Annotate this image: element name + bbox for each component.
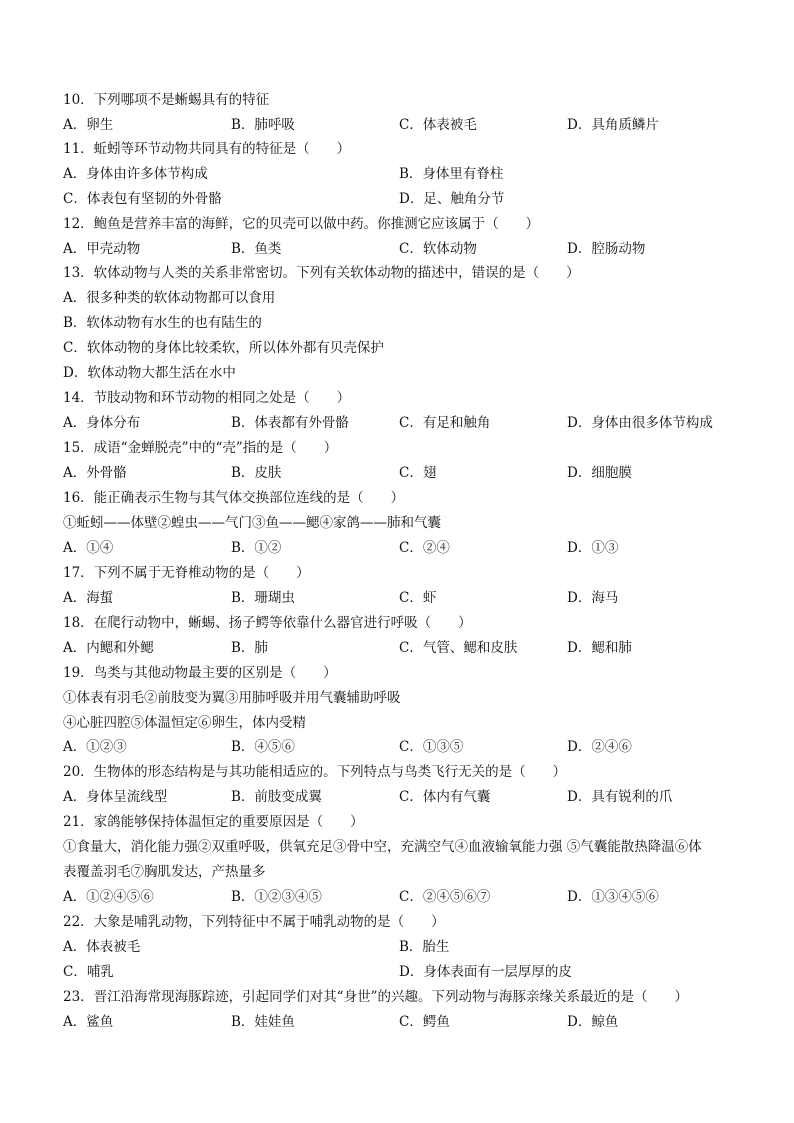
option-a: A．卵生	[63, 117, 114, 133]
question-19-stem: 19．鸟类与其他动物最主要的区别是（ ）	[63, 665, 337, 681]
option-c: C．鳄鱼	[399, 1014, 450, 1030]
option-d: D．鲸鱼	[567, 1014, 619, 1030]
option-d: D．具角质鳞片	[567, 117, 659, 133]
question-22-stem: 22．大象是哺乳动物，下列特征中不属于哺乳动物的是（ ）	[63, 914, 445, 930]
option-d: D．软体动物大都生活在水中	[63, 365, 236, 381]
option-c: C．软体动物的身体比较柔软，所以体外都有贝壳保护	[63, 340, 384, 356]
option-b: B．肺	[231, 640, 268, 656]
option-b: B．胎生	[399, 939, 450, 955]
question-14-stem: 14．节肢动物和环节动物的相同之处是（ ）	[63, 390, 351, 406]
option-a: A．身体由许多体节构成	[63, 166, 208, 182]
question-19-statement-1: ①体表有羽毛②前肢变为翼③用肺呼吸并用气囊辅助呼吸	[63, 690, 401, 706]
option-c: C．②④	[399, 540, 450, 556]
option-b: B．珊瑚虫	[231, 590, 295, 606]
question-21-statement-1: ①食量大，消化能力强②双重呼吸，供氧充足③骨中空，充满空气④血液输氧能力强 ⑤气囊能散热降温⑥体	[63, 839, 702, 855]
option-d: D．足、触角分节	[399, 191, 505, 207]
question-23-stem: 23．晋江沿海常现海豚踪迹，引起同学们对其“身世”的兴趣。下列动物与海豚亲缘关系最近的是（ ）	[63, 989, 688, 1005]
option-d: D．身体表面有一层厚厚的皮	[399, 964, 572, 980]
option-b: B．前肢变成翼	[231, 789, 322, 805]
option-a: A．身体分布	[63, 415, 141, 431]
option-b: B．④⑤⑥	[231, 739, 295, 755]
option-a: A．很多种类的软体动物都可以食用	[63, 290, 276, 306]
option-d: D．细胞膜	[567, 465, 632, 481]
option-b: B．①②	[231, 540, 282, 556]
question-17-stem: 17．下列不属于无脊椎动物的是（ ）	[63, 565, 310, 581]
option-c: C．哺乳	[63, 964, 114, 980]
option-b: B．鱼类	[231, 241, 282, 257]
option-d: D．身体由很多体节构成	[567, 415, 713, 431]
question-21-stem: 21．家鸽能够保持体温恒定的重要原因是（ ）	[63, 814, 364, 830]
option-d: D．①③	[567, 540, 619, 556]
question-10-stem: 10．下列哪项不是蜥蜴具有的特征	[63, 92, 270, 108]
option-c: C．体表被毛	[399, 117, 477, 133]
question-21-statement-2: 表覆盖羽毛⑦胸肌发达，产热量多	[63, 864, 266, 880]
option-b: B．软体动物有水生的也有陆生的	[63, 315, 262, 331]
option-d: D．海马	[567, 590, 619, 606]
option-b: B．①②③④⑤	[231, 889, 322, 905]
option-b: B．娃娃鱼	[231, 1014, 295, 1030]
option-b: B．体表都有外骨骼	[231, 415, 349, 431]
option-a: A．身体呈流线型	[63, 789, 168, 805]
question-11-stem: 11．蚯蚓等环节动物共同具有的特征是（ ）	[63, 141, 351, 157]
option-c: C．体表包有坚韧的外骨骼	[63, 191, 222, 207]
option-d: D．鳃和肺	[567, 640, 632, 656]
question-15-stem: 15．成语“金蝉脱壳”中的“壳”指的是（ ）	[63, 440, 338, 456]
option-a: A．外骨骼	[63, 465, 127, 481]
option-a: A．体表被毛	[63, 939, 141, 955]
option-a: A．鲨鱼	[63, 1014, 114, 1030]
option-b: B．皮肤	[231, 465, 282, 481]
question-18-stem: 18．在爬行动物中，蜥蜴、扬子鳄等依靠什么器官进行呼吸（ ）	[63, 615, 472, 631]
option-c: C．有足和触角	[399, 415, 491, 431]
question-13-stem: 13．软体动物与人类的关系非常密切。下列有关软体动物的描述中，错误的是（ ）	[63, 265, 580, 281]
option-a: A．内鳃和外鳃	[63, 640, 154, 656]
question-19-statement-2: ④心脏四腔⑤体温恒定⑥卵生，体内受精	[63, 715, 306, 731]
option-a: A．①④	[63, 540, 114, 556]
option-c: C．②④⑤⑥⑦	[399, 889, 491, 905]
option-c: C．体内有气囊	[399, 789, 491, 805]
option-d: D．①③④⑤⑥	[567, 889, 659, 905]
option-c: C．翅	[399, 465, 437, 481]
question-16-statement: ①蚯蚓——体壁②蝗虫——气门③鱼——鳃④家鸽——肺和气囊	[63, 515, 441, 531]
option-a: A．①②④⑤⑥	[63, 889, 154, 905]
option-c: C．软体动物	[399, 241, 477, 257]
option-d: D．②④⑥	[567, 739, 632, 755]
option-c: C．气管、鳃和皮肤	[399, 640, 518, 656]
question-12-stem: 12．鲍鱼是营养丰富的海鲜，它的贝壳可以做中药。你推测它应该属于（ ）	[63, 216, 540, 232]
question-20-stem: 20．生物体的形态结构是与其功能相适应的。下列特点与鸟类飞行无关的是（ ）	[63, 764, 567, 780]
question-16-stem: 16．能正确表示生物与其气体交换部位连线的是（ ）	[63, 490, 405, 506]
option-a: A．①②③	[63, 739, 127, 755]
option-d: D．具有锐利的爪	[567, 789, 673, 805]
option-b: B．身体里有脊柱	[399, 166, 504, 182]
option-d: D．腔肠动物	[567, 241, 646, 257]
option-a: A．甲壳动物	[63, 241, 141, 257]
option-b: B．肺呼吸	[231, 117, 295, 133]
option-c: C．虾	[399, 590, 437, 606]
option-a: A．海蜇	[63, 590, 114, 606]
option-c: C．①③⑤	[399, 739, 464, 755]
